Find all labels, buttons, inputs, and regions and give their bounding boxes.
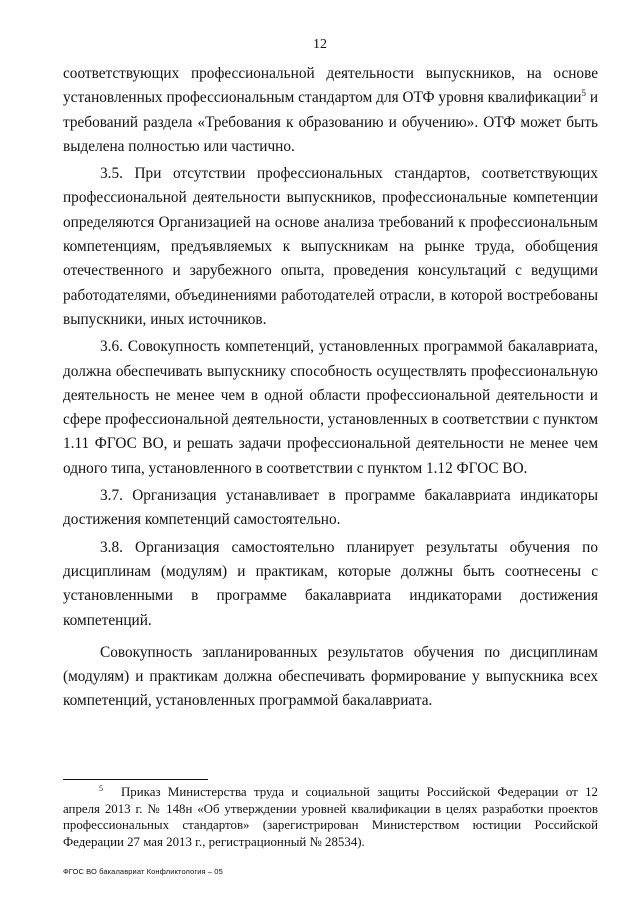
footnote-paragraph [63,784,598,850]
page-footer: ФГОС ВО бакалавриат Конфликтология – 05 [63,867,223,876]
body-text [63,62,598,714]
paragraph-continuation [63,62,598,159]
footnote-reference[interactable]: 5 [581,88,586,99]
paragraph-3-8: 3.8. Организация самостоятельно планирует результаты обучения по дисциплинам (модулям) и практикам, которые должны быть соотнесены с установленными в программе бакалавриата индикаторами достижения компетенций. [63,538,598,629]
paragraph-3-5: 3.5. При отсутствии профессиональных стандартов, соответствующих профессиональной деятельности выпускников, профессиональные компетенции определяются Организацией на основе анализа требований к профессиональным компетенциям, предъявляемых к выпускникам на рынке труда, обобщения отечественного и зарубежного опыта, проведения консультаций с ведущими работодателями, объединениями работодателей отрасли, в которой востребованы выпускники, иных источников. [63,165,598,328]
paragraph-3-6: 3.6. Совокупность компетенций, установленных программой бакалавриата, должна обеспечивать выпускнику способность осуществлять профессиональную деятельность не менее чем в одной области профессиональной деятельности и сфере профессиональной деятельности, установленных в соответствии с пунктом 1.11 ФГОС ВО, и решать задачи профессиональной деятельности не менее чем одного типа, установленного в соответствии с пунктом 1.12 ФГОС ВО. [63,338,598,477]
paragraph-3-7: 3.7. Организация устанавливает в программе бакалавриата индикаторы достижения компетенций самостоятельно. [63,487,598,529]
footnote-divider [63,779,208,780]
footnote-text: Приказ Министерства труда и социальной защиты Российской Федерации от 12 апреля 2013 г. № 148н «Об утверждении уровней квалификации в целях разработки проектов профессиональных стандартов» (зарегистрирован Министерством юстиции Российской Федерации 27 мая 2013 г., регистрационный № 28534). [63,785,598,849]
page-number: 12 [313,37,327,52]
footnote-number: 5 [99,784,103,793]
paragraph-text: соответствующих профессиональной деятельности выпускников, на основе установленных профессиональным стандартом для ОТФ уровня квалификации [63,65,598,107]
footnote [63,784,598,850]
paragraph-summary: Совокупность запланированных результатов обучения по дисциплинам (модулям) и практикам должна обеспечивать формирование у выпускника всех компетенций, установленных программой бакалавриата. [63,643,598,710]
paragraph-text: и требований раздела «Требования к образованию и обучению». ОТФ может быть выделена полностью или частично. [63,89,598,155]
